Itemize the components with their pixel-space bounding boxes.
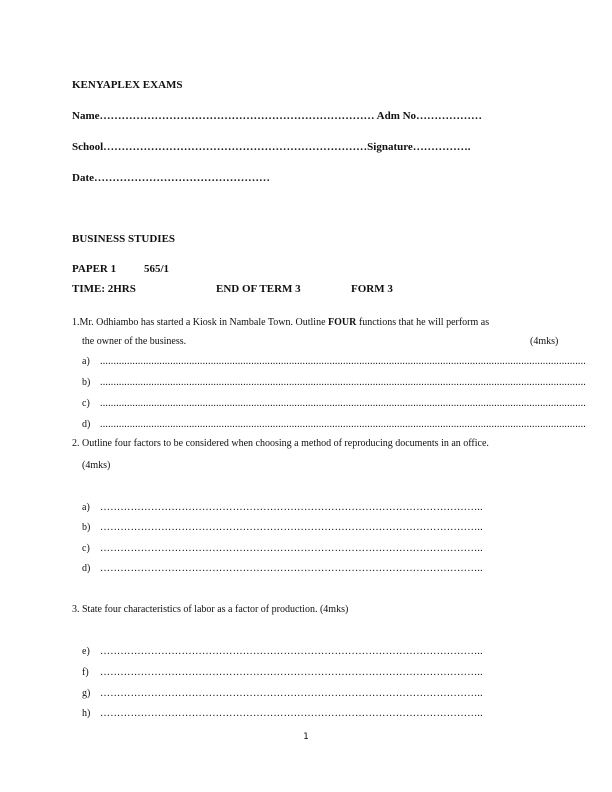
question-1-text-line2: the owner of the business.: [82, 336, 187, 347]
answer-line[interactable]: b) ....................................................................................................................................................................................: [82, 377, 586, 388]
answer-line[interactable]: f) …………………………………………………………………………………………………..: [82, 667, 483, 678]
school-signature-line: School………………………………………………………………Signature…………….: [72, 141, 471, 153]
answer-line[interactable]: b) …………………………………………………………………………………………………..: [82, 522, 483, 533]
time-allowed: TIME: 2HRS: [72, 283, 136, 295]
question-3-text: 3. State four characteristics of labor as a factor of production. (4mks): [72, 604, 349, 615]
subject-title: BUSINESS STUDIES: [72, 233, 176, 245]
name-adm-line: Name………………………………………………………………… Adm No………………: [72, 110, 483, 122]
answer-line[interactable]: a) ....................................................................................................................................................................................: [82, 356, 586, 367]
exam-org-title: KENYAPLEX EXAMS: [72, 79, 183, 91]
question-1-marks: (4mks): [530, 336, 559, 347]
answer-line[interactable]: e) …………………………………………………………………………………………………..: [82, 646, 483, 657]
date-line: Date…………………………………………: [72, 172, 270, 184]
answer-line[interactable]: c) ....................................................................................................................................................................................: [82, 398, 586, 409]
question-2-text: 2. Outline four factors to be considered when choosing a method of reproducing documents in an office.: [72, 438, 489, 449]
page-number: 1: [303, 732, 309, 742]
answer-line[interactable]: h) …………………………………………………………………………………………………..: [82, 708, 483, 719]
question-1-text: 1.Mr. Odhiambo has started a Kiosk in Nambale Town. Outline FOUR functions that he will perform as: [72, 317, 490, 328]
answer-line[interactable]: g) …………………………………………………………………………………………………..: [82, 688, 483, 699]
paper-code: 565/1: [144, 263, 170, 275]
answer-line[interactable]: a) …………………………………………………………………………………………………..: [82, 502, 483, 513]
answer-line[interactable]: d) …………………………………………………………………………………………………..: [82, 563, 483, 574]
answer-line[interactable]: c) …………………………………………………………………………………………………..: [82, 543, 483, 554]
paper-label: PAPER 1: [72, 263, 117, 275]
question-2-marks: (4mks): [82, 460, 111, 471]
term-label: END OF TERM 3: [216, 283, 301, 295]
form-label: FORM 3: [351, 283, 393, 295]
answer-line[interactable]: d) ....................................................................................................................................................................................: [82, 419, 586, 430]
